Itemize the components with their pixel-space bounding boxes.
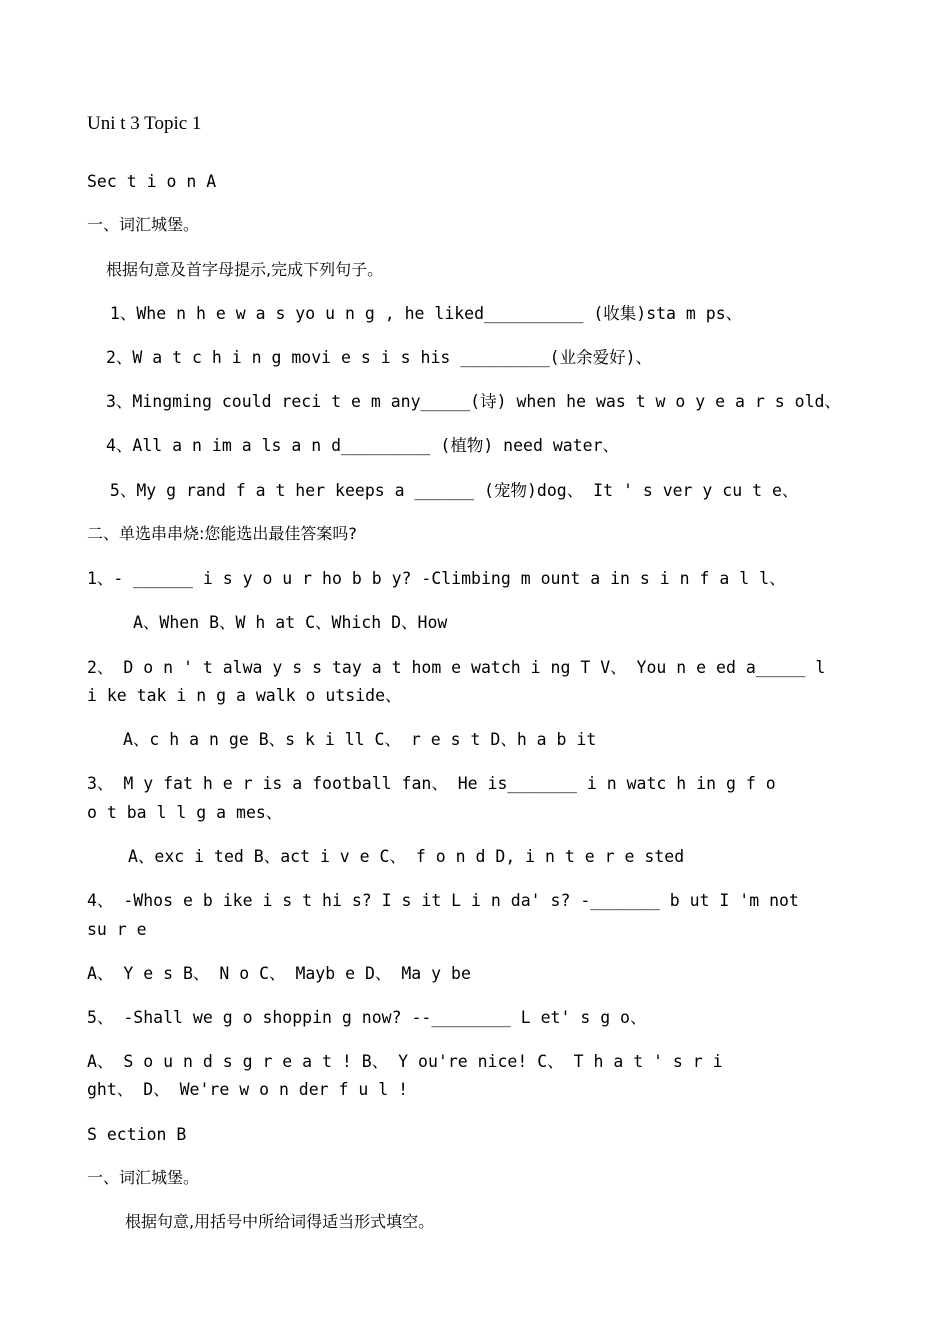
question-2-line-2: i ke tak i n g a walk o utside、 xyxy=(87,686,402,705)
question-2-options: A、c h a n ge B、s k i ll C、 r e s t D、h a b it xyxy=(123,730,597,749)
section-b-instruction: 根据句意,用括号中所给词得适当形式填空。 xyxy=(125,1212,435,1231)
question-5-options-line-1: A、 S o u n d s g r e a t ! B、 Y ou're nice! C、 T h a t ' s r i xyxy=(87,1052,723,1071)
vocab-item-1: 1、Whe n h e w a s yo u n g , he liked__________ (收集)sta m ps、 xyxy=(100,304,743,323)
question-5: 5、 -Shall we g o shoppin g now? --________ L et' s g o、 xyxy=(87,1008,647,1027)
section-a-heading: Sec t i o n A xyxy=(87,172,217,191)
question-3-line-1: 3、 M y fat h e r is a football fan、 He is_______ i n watc h in g f o xyxy=(87,774,776,793)
section-b-vocab-heading: 一、词汇城堡。 xyxy=(87,1168,200,1187)
question-4-options: A、 Y e s B、 N o C、 Mayb e D、 Ma y be xyxy=(87,964,471,983)
question-3-line-2: o t ba l l g a mes、 xyxy=(87,803,283,822)
question-5-options-line-2: ght、 D、 We're w o n der f u l ! xyxy=(87,1080,409,1099)
question-4-line-2: su r e xyxy=(87,920,147,939)
vocab-item-4: 4、All a n im a ls a n d_________ (植物) need water、 xyxy=(106,436,620,455)
question-1-options: A、When B、W h at C、Which D、How xyxy=(133,613,448,632)
page-title: Uni t 3 Topic 1 xyxy=(87,113,202,134)
section-b-heading: S ection B xyxy=(87,1125,187,1144)
question-4-line-1: 4、 -Whos e b ike i s t hi s? I s it L i n da' s? -_______ b ut I 'm not xyxy=(87,891,799,910)
choice-heading: 二、单选串串烧:您能选出最佳答案吗? xyxy=(87,524,357,543)
question-2-line-1: 2、 D o n ' t alwa y s s tay a t hom e watch i ng T V、 You n e ed a_____ l xyxy=(87,658,826,677)
vocab-item-5: 5、My g rand f a t her keeps a ______ (宠物)dog、 It ' s ver y cu t e、 xyxy=(100,481,799,500)
vocab-item-3: 3、Mingming could reci t e m any_____(诗) when he was t w o y e a r s old、 xyxy=(106,392,841,411)
vocab-item-2: 2、W a t c h i n g movi e s i s his _________(业余爱好)、 xyxy=(106,348,653,367)
question-3-options: A、exc i ted B、act i v e C、 f o n d D, i n t e r e sted xyxy=(128,847,685,866)
vocab-instruction: 根据句意及首字母提示,完成下列句子。 xyxy=(106,260,384,279)
question-1: 1、- ______ i s y o u r ho b b y? -Climbing m ount a in s i n f a l l、 xyxy=(87,569,786,588)
vocab-heading: 一、词汇城堡。 xyxy=(87,215,200,234)
